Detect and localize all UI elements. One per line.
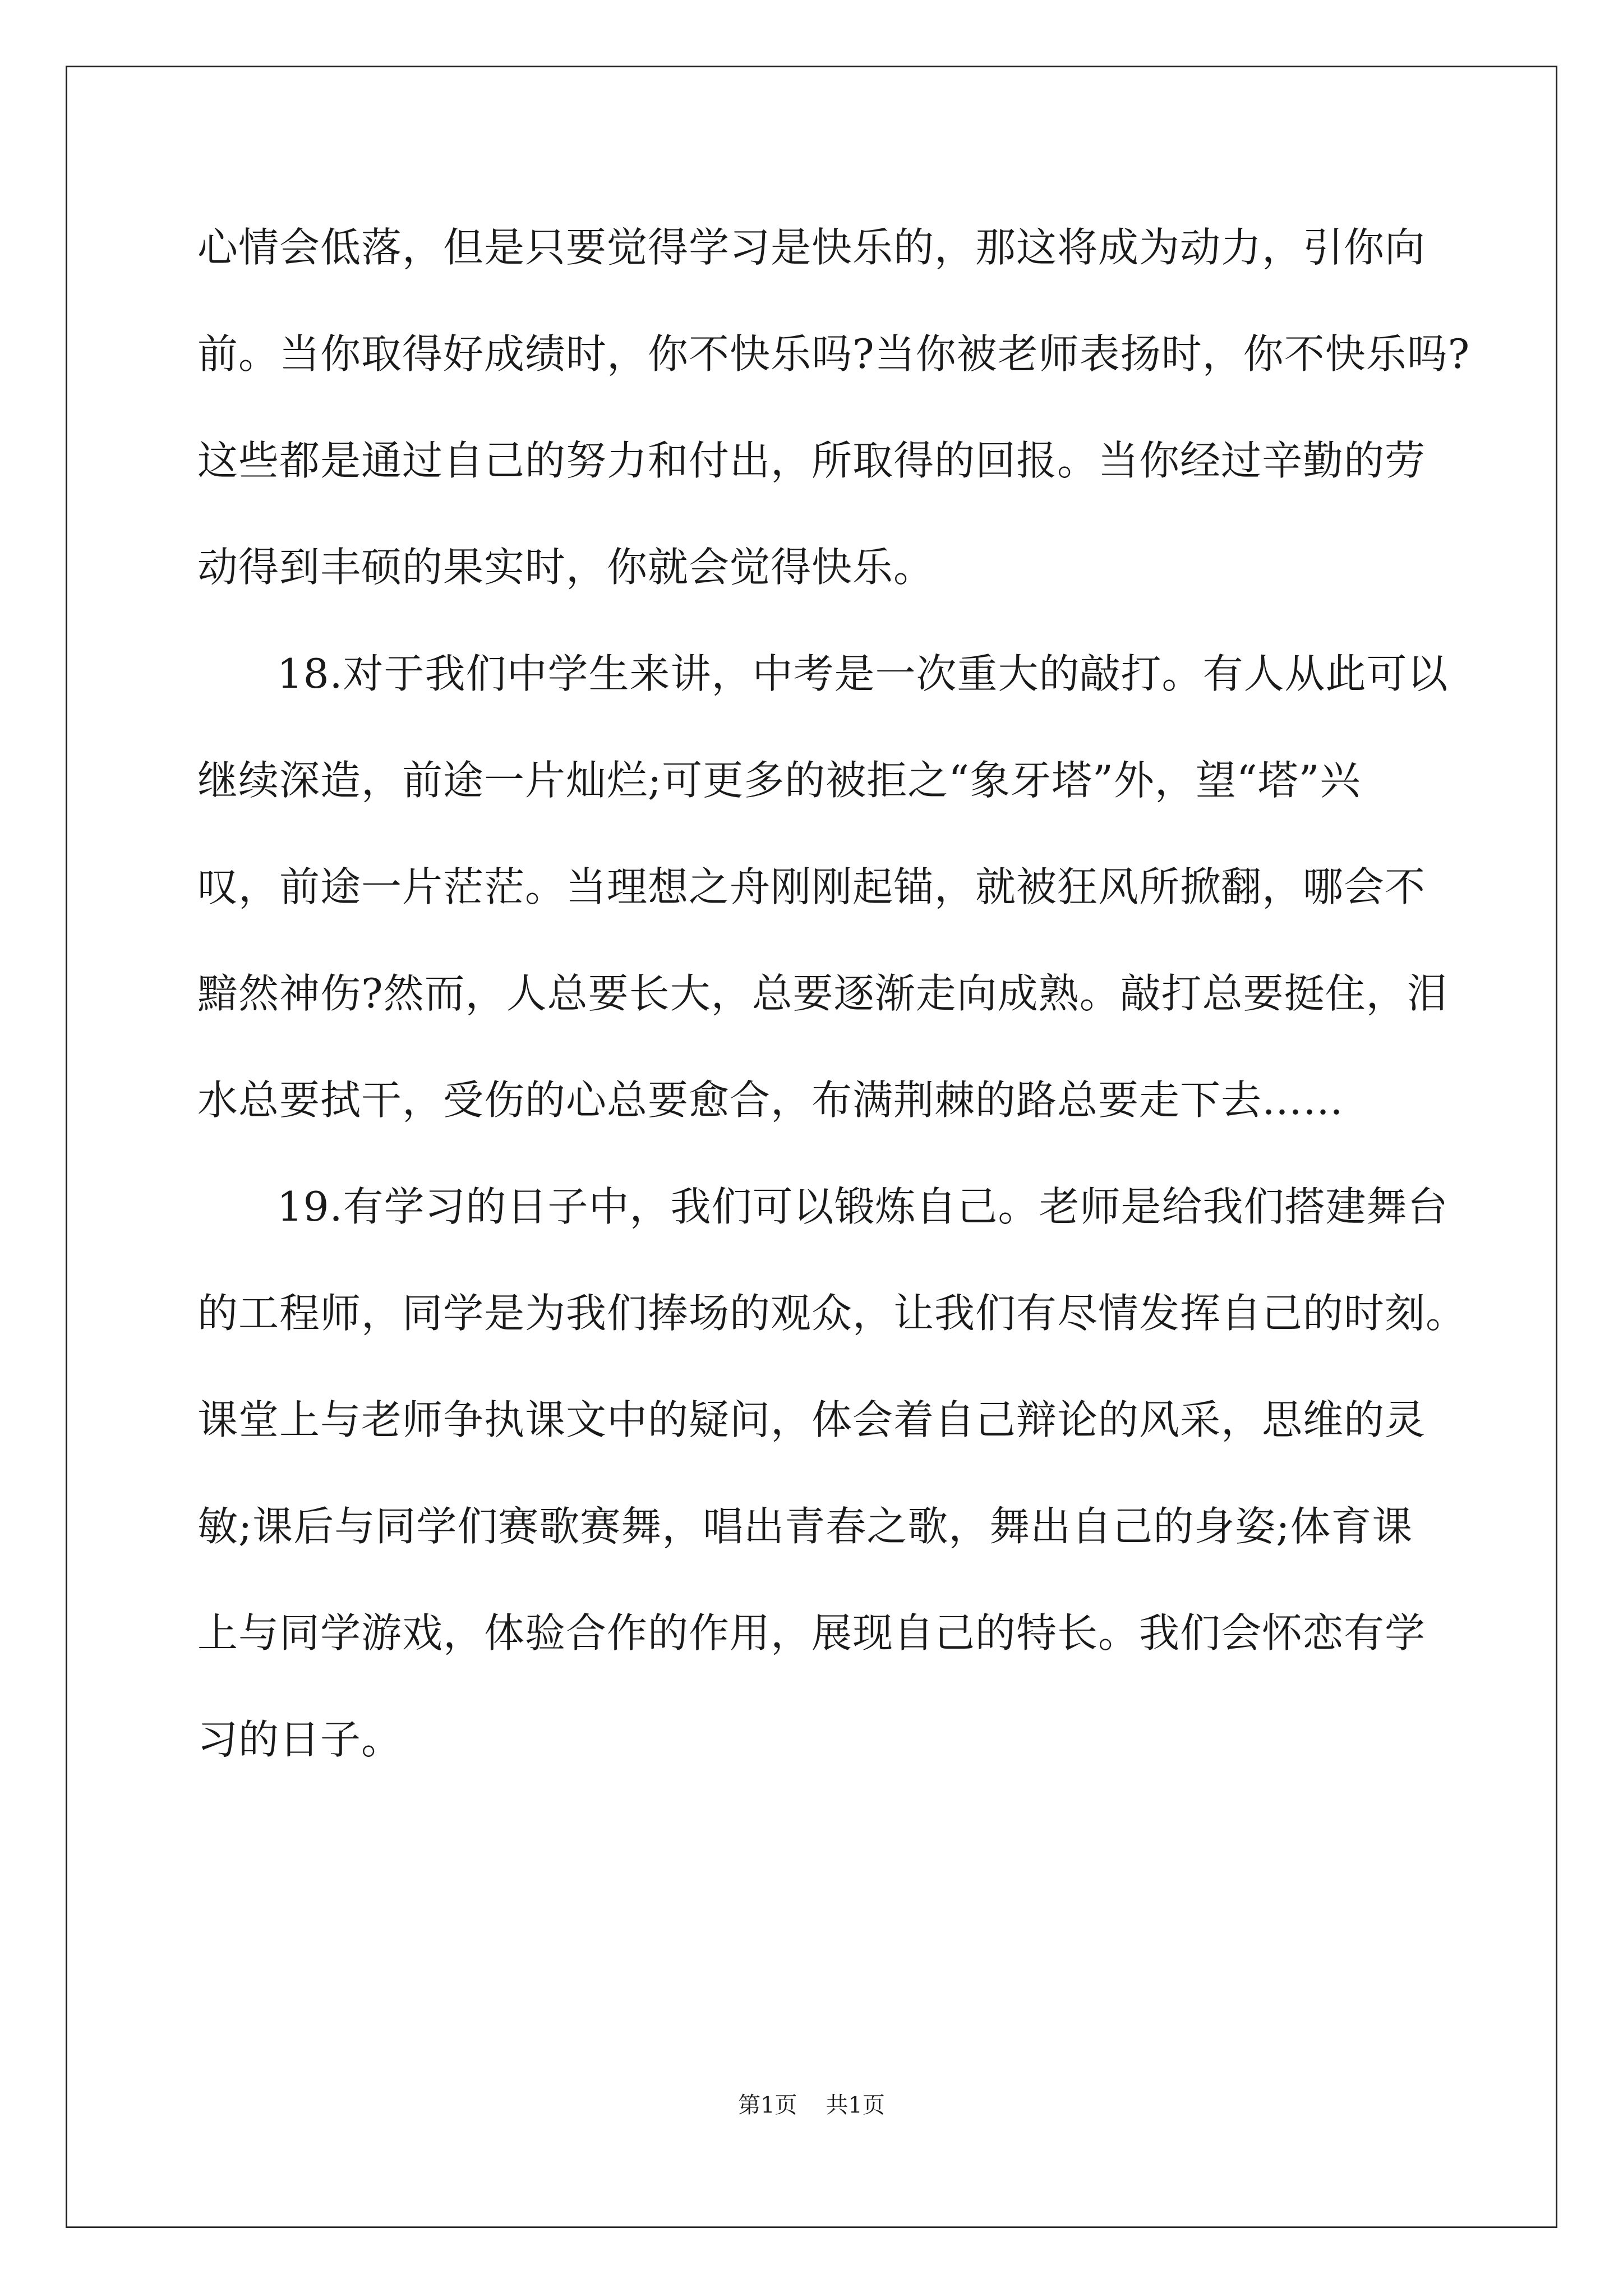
paragraph-line: 水总要拭干，受伤的心总要愈合，布满荆棘的路总要走下去…… [197, 1076, 1344, 1124]
paragraph-line: 叹，前途一片茫茫。当理想之舟刚刚起锚，就被狂风所掀翻，哪会不 [197, 863, 1426, 910]
page-border [66, 66, 1557, 2228]
footer-spacer [797, 2092, 826, 2118]
paragraph-line: 课堂上与老师争执课文中的疑问，体会着自己辩论的风采，思维的灵 [197, 1396, 1426, 1443]
paragraph-line: 黯然神伤?然而，人总要长大，总要逐渐走向成熟。敲打总要挺住，泪 [197, 970, 1448, 1017]
paragraph-line: 动得到丰硕的果实时，你就会觉得快乐。 [197, 544, 935, 591]
page-number: 第1页 [738, 2092, 797, 2118]
paragraph-line: 心情会低落，但是只要觉得学习是快乐的，那这将成为动力，引你向 [197, 224, 1426, 271]
paragraph-line: 前。当你取得好成绩时，你不快乐吗?当你被老师表扬时，你不快乐吗? [197, 330, 1470, 378]
page-footer [0, 2091, 1623, 2119]
paragraph-line: 上与同学游戏，体验合作的作用，展现自己的特长。我们会怀恋有学 [197, 1609, 1426, 1657]
paragraph-line: 继续深造，前途一片灿烂;可更多的被拒之“象牙塔”外，望“塔”兴 [197, 757, 1361, 804]
paragraph-line: 19.有学习的日子中，我们可以锻炼自己。老师是给我们搭建舞台 [277, 1183, 1449, 1230]
paragraph-line: 习的日子。 [197, 1716, 403, 1763]
paragraph-line: 敏;课后与同学们赛歌赛舞，唱出青春之歌，舞出自己的身姿;体育课 [197, 1503, 1413, 1550]
page-total: 共1页 [826, 2092, 885, 2118]
paragraph-line: 的工程师，同学是为我们捧场的观众，让我们有尽情发挥自己的时刻。 [197, 1290, 1467, 1337]
paragraph-line: 18.对于我们中学生来讲，中考是一次重大的敲打。有人从此可以 [277, 650, 1449, 697]
paragraph-line: 这些都是通过自己的努力和付出，所取得的回报。当你经过辛勤的劳 [197, 437, 1426, 484]
